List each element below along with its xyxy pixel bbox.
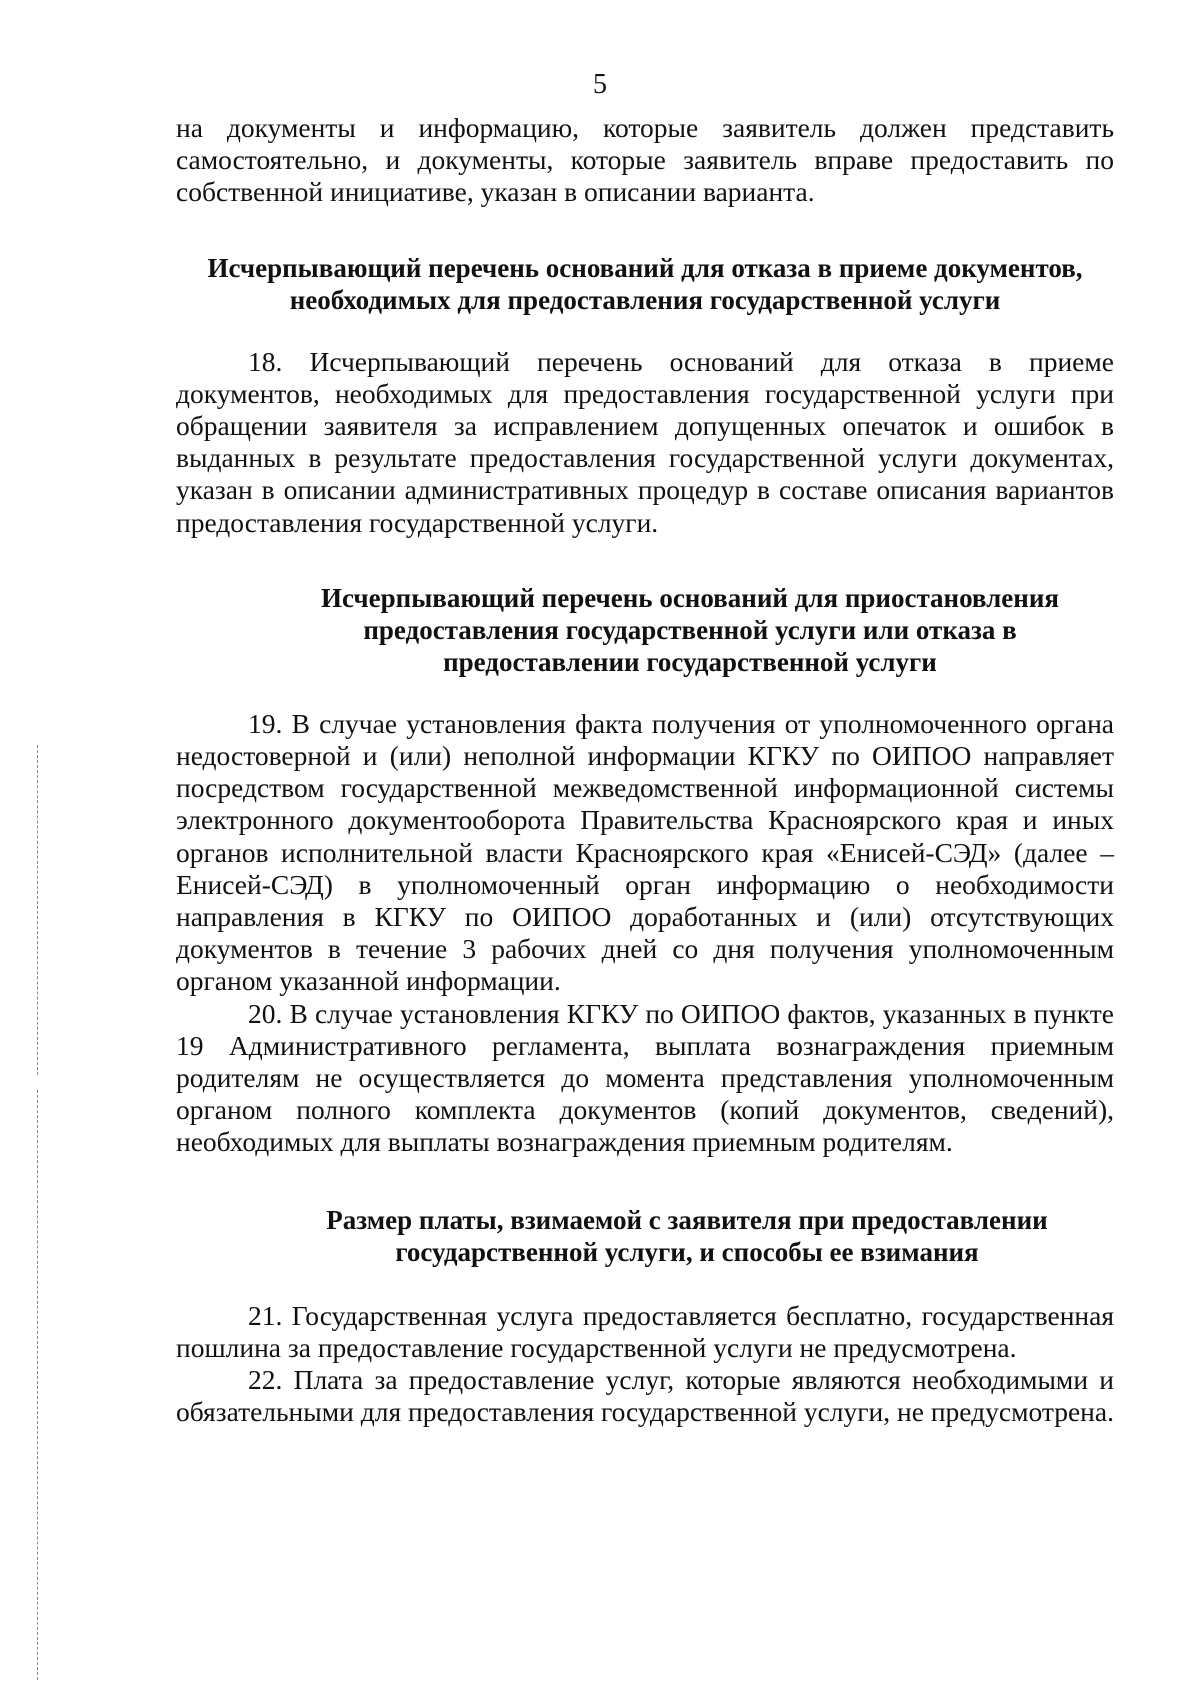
scan-margin-mark [37, 745, 39, 1075]
paragraph-22: 22. Плата за предоставление услуг, которые являются необходимыми и обязательными для предоставления государственной услуги, не предусмотрена. [176, 1364, 1114, 1428]
scan-margin-mark [37, 1090, 39, 1680]
paragraph-21: 21. Государственная услуга предоставляется бесплатно, государственная пошлина за предоставление государственной услуги не предусмотрена. [176, 1299, 1114, 1363]
page-number: 5 [593, 69, 607, 100]
paragraph-19: 19. В случае установления факта получения от уполномоченного органа недостоверной и (или) неполной информации КГКУ по ОИПОО направляет посредством государственной межведомственной информационной системы электронного документооборота Правительства Красноярского края и иных органов исполнительной власти Красноярского края «Енисей-СЭД» (далее – Енисей-СЭД) в уполномоченный орган информацию о необходимости направления в КГКУ по ОИПОО доработанных и (или) отсутствующих документов в течение 3 рабочих дней со дня получения уполномоченным органом указанной информации. [176, 707, 1114, 997]
section-heading: Исчерпывающий перечень оснований для отказа в приеме документов, необходимых для предоставления государственной услуги [207, 252, 1083, 315]
section-heading: Размер платы, взимаемой с заявителя при предоставлении государственной услуги, и способы ее взимания [326, 1204, 1048, 1267]
intro-paragraph: на документы и информацию, которые заявитель должен представить самостоятельно, и документы, которые заявитель вправе предоставить по собственной инициативе, указан в описании варианта. [176, 112, 1114, 208]
paragraph-18: 18. Исчерпывающий перечень оснований для отказа в приеме документов, необходимых для предоставления государственной услуги при обращении заявителя за исправлением допущенных опечаток и ошибок в выданных в результате предоставления государственной услуги документах, указан в описании административных процедур в составе описания вариантов предоставления государственной услуги. [176, 345, 1114, 538]
document-body [176, 112, 1114, 1428]
paragraph-20: 20. В случае установления КГКУ по ОИПОО фактов, указанных в пункте 19 Административного регламента, выплата вознаграждения приемным родителям не осуществляется до момента представления уполномоченным органом полного комплекта документов (копий документов, сведений), необходимых для выплаты вознаграждения приемным родителям. [176, 997, 1114, 1158]
section-heading: Исчерпывающий перечень оснований для приостановления предоставления государственной услуги или отказа в предоставлении государственной услуги [320, 582, 1060, 677]
